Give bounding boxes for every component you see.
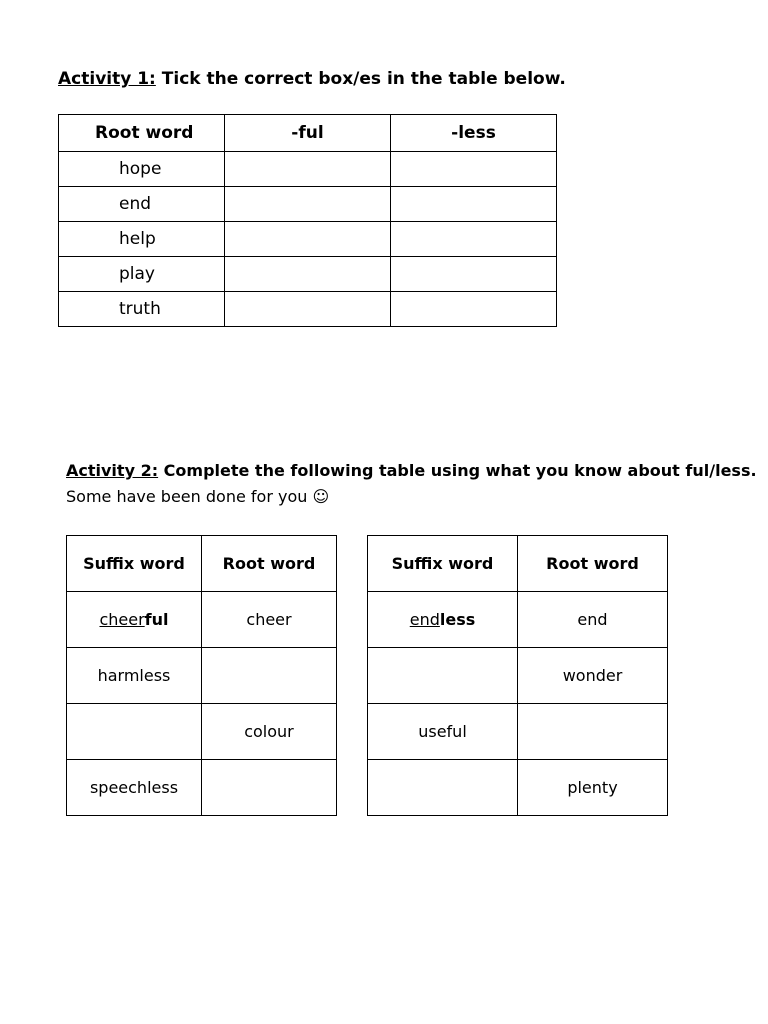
header-less: -less — [391, 115, 557, 152]
ful-tick-box[interactable] — [225, 187, 391, 222]
ful-tick-box[interactable] — [225, 257, 391, 292]
activity1-label: Activity 1: — [58, 69, 156, 89]
suffix-word-cell: speechless — [67, 760, 202, 816]
example-suffix-word — [368, 592, 518, 648]
example-suffix-word — [67, 592, 202, 648]
example-suffix-part: less — [439, 610, 476, 629]
example-row — [368, 592, 668, 648]
suffix-word-cell: harmless — [67, 648, 202, 704]
activity2-subtitle: Some have been done for you ☺ — [66, 487, 330, 506]
table-row — [67, 704, 337, 760]
less-tick-box[interactable] — [391, 292, 557, 327]
root-word-cell: colour — [202, 704, 337, 760]
suffix-word-answer-cell[interactable] — [368, 760, 518, 816]
suffix-word-answer-cell[interactable] — [67, 704, 202, 760]
root-word-cell: wonder — [518, 648, 668, 704]
example-suffix-part: ful — [144, 610, 169, 629]
example-root-part: cheer — [99, 610, 145, 629]
table-row — [59, 152, 557, 187]
less-tick-box[interactable] — [391, 222, 557, 257]
less-tick-box[interactable] — [391, 257, 557, 292]
table-row — [368, 704, 668, 760]
root-word-answer-cell[interactable] — [202, 760, 337, 816]
less-tick-box[interactable] — [391, 187, 557, 222]
activity2-heading — [66, 461, 757, 480]
root-word-cell: hope — [59, 152, 225, 187]
table-header-row — [368, 536, 668, 592]
root-word-cell: play — [59, 257, 225, 292]
activity1-instruction: Tick the correct box/es in the table below. — [155, 69, 566, 89]
root-word-cell: end — [59, 187, 225, 222]
ful-tick-box[interactable] — [225, 222, 391, 257]
example-row — [67, 592, 337, 648]
header-root-word: Root word — [59, 115, 225, 152]
root-word-cell: plenty — [518, 760, 668, 816]
ful-tick-box[interactable] — [225, 292, 391, 327]
table-row — [59, 257, 557, 292]
activity2-instruction: Complete the following table using what you know about ful/less. — [158, 461, 757, 480]
example-root-part: end — [409, 610, 440, 629]
header-ful: -ful — [225, 115, 391, 152]
table-row — [67, 760, 337, 816]
table-row — [368, 648, 668, 704]
activity2-label: Activity 2: — [66, 461, 159, 480]
ful-tick-box[interactable] — [225, 152, 391, 187]
table-row — [59, 222, 557, 257]
table-row — [59, 187, 557, 222]
activity2-left-table — [66, 535, 337, 816]
table-row — [67, 648, 337, 704]
example-root-word: end — [518, 592, 668, 648]
header-suffix-word: Suffix word — [368, 536, 518, 592]
activity1-table — [58, 114, 557, 327]
activity2-right-table — [367, 535, 668, 816]
suffix-word-cell: useful — [368, 704, 518, 760]
header-suffix-word: Suffix word — [67, 536, 202, 592]
root-word-cell: help — [59, 222, 225, 257]
activity1-heading — [58, 69, 566, 89]
table-row — [59, 292, 557, 327]
table-header-row — [59, 115, 557, 152]
less-tick-box[interactable] — [391, 152, 557, 187]
root-word-answer-cell[interactable] — [202, 648, 337, 704]
table-row — [368, 760, 668, 816]
table-header-row — [67, 536, 337, 592]
root-word-cell: truth — [59, 292, 225, 327]
example-root-word: cheer — [202, 592, 337, 648]
header-root-word: Root word — [518, 536, 668, 592]
root-word-answer-cell[interactable] — [518, 704, 668, 760]
header-root-word: Root word — [202, 536, 337, 592]
suffix-word-answer-cell[interactable] — [368, 648, 518, 704]
